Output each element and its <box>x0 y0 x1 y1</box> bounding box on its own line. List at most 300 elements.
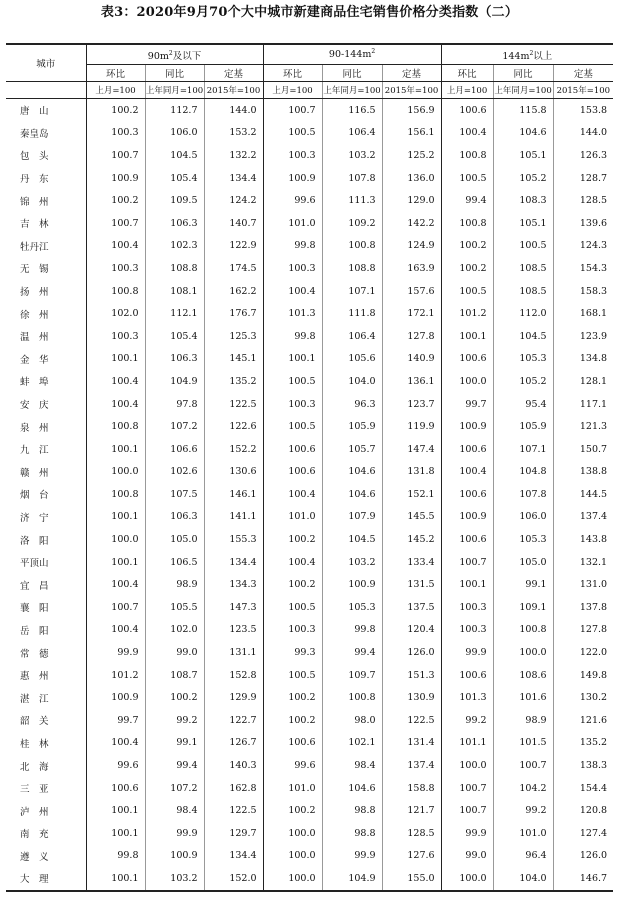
index-value: 99.8 <box>322 619 382 642</box>
index-value: 100.5 <box>263 664 322 687</box>
index-value: 106.4 <box>322 122 382 145</box>
index-value: 100.5 <box>263 370 322 393</box>
index-value: 105.0 <box>493 551 553 574</box>
index-value: 99.9 <box>86 641 145 664</box>
index-value: 99.1 <box>493 573 553 596</box>
index-value: 126.3 <box>553 144 613 167</box>
index-value: 100.0 <box>86 461 145 484</box>
index-value: 172.1 <box>382 302 441 325</box>
index-value: 99.0 <box>145 641 204 664</box>
index-value: 100.5 <box>493 235 553 258</box>
city-name: 常 德 <box>20 648 49 660</box>
index-value: 100.0 <box>263 845 322 868</box>
index-value: 137.4 <box>553 506 613 529</box>
index-value: 116.5 <box>322 99 382 122</box>
index-value: 145.2 <box>382 528 441 551</box>
table-row <box>6 189 613 212</box>
index-value: 144.5 <box>553 483 613 506</box>
index-value: 100.7 <box>86 144 145 167</box>
index-value: 100.4 <box>86 235 145 258</box>
index-value: 100.6 <box>263 732 322 755</box>
index-value: 100.6 <box>441 348 493 371</box>
index-value: 128.5 <box>553 189 613 212</box>
index-value: 135.2 <box>204 370 263 393</box>
sub-header-1-1: 同比 <box>322 65 382 82</box>
index-value: 111.8 <box>322 302 382 325</box>
index-value: 98.0 <box>322 709 382 732</box>
sub-header-1-2: 定基 <box>382 65 441 82</box>
index-value: 107.8 <box>493 483 553 506</box>
index-value: 106.3 <box>145 348 204 371</box>
index-value: 100.3 <box>263 393 322 416</box>
index-value: 108.8 <box>322 257 382 280</box>
index-value: 136.1 <box>382 370 441 393</box>
index-value: 100.8 <box>86 415 145 438</box>
index-value: 102.1 <box>322 732 382 755</box>
table-row <box>6 348 613 371</box>
index-value: 104.9 <box>145 370 204 393</box>
index-value: 111.3 <box>322 189 382 212</box>
index-value: 100.6 <box>441 438 493 461</box>
index-value: 101.6 <box>493 686 553 709</box>
index-value: 108.7 <box>145 664 204 687</box>
index-value: 99.9 <box>441 641 493 664</box>
index-value: 98.4 <box>322 754 382 777</box>
index-value: 100.0 <box>263 822 322 845</box>
index-value: 100.7 <box>86 596 145 619</box>
index-value: 99.4 <box>145 754 204 777</box>
price-index-table <box>6 43 613 892</box>
index-value: 108.5 <box>493 280 553 303</box>
index-value: 107.8 <box>322 167 382 190</box>
index-value: 131.4 <box>382 732 441 755</box>
index-value: 105.6 <box>322 348 382 371</box>
city-name: 湛 江 <box>20 693 49 705</box>
table-row <box>6 686 613 709</box>
index-value: 105.7 <box>322 438 382 461</box>
index-value: 145.5 <box>382 506 441 529</box>
sub-header-2-1: 同比 <box>493 65 553 82</box>
index-value: 154.3 <box>553 257 613 280</box>
index-value: 162.2 <box>204 280 263 303</box>
index-value: 101.5 <box>493 732 553 755</box>
index-value: 100.5 <box>441 167 493 190</box>
index-value: 109.1 <box>493 596 553 619</box>
table-row <box>6 732 613 755</box>
index-value: 98.9 <box>493 709 553 732</box>
index-value: 139.6 <box>553 212 613 235</box>
city-name: 平顶山 <box>20 558 49 570</box>
table-body <box>6 99 613 891</box>
index-value: 99.4 <box>441 189 493 212</box>
index-value: 100.2 <box>263 799 322 822</box>
index-value: 122.7 <box>204 709 263 732</box>
index-value: 100.6 <box>263 438 322 461</box>
index-value: 131.0 <box>553 573 613 596</box>
table-row <box>6 867 613 891</box>
index-value: 102.0 <box>86 302 145 325</box>
index-value: 132.1 <box>553 551 613 574</box>
index-value: 101.0 <box>263 777 322 800</box>
index-value: 145.1 <box>204 348 263 371</box>
index-value: 134.3 <box>204 573 263 596</box>
index-value: 129.9 <box>204 686 263 709</box>
index-value: 100.9 <box>441 506 493 529</box>
base-header-2-2: 2015年=100 <box>553 82 613 99</box>
table-row <box>6 483 613 506</box>
index-value: 100.8 <box>493 619 553 642</box>
index-value: 100.5 <box>263 415 322 438</box>
table-row <box>6 122 613 145</box>
index-value: 99.7 <box>441 393 493 416</box>
sub-header-1-0: 环比 <box>263 65 322 82</box>
index-value: 100.6 <box>441 483 493 506</box>
index-value: 100.0 <box>86 528 145 551</box>
index-value: 129.7 <box>204 822 263 845</box>
index-value: 100.9 <box>263 167 322 190</box>
index-value: 104.2 <box>493 777 553 800</box>
index-value: 100.5 <box>263 596 322 619</box>
index-value: 101.0 <box>263 212 322 235</box>
base-header-row <box>6 82 613 99</box>
city-name: 泸 州 <box>20 806 49 818</box>
index-value: 105.9 <box>322 415 382 438</box>
index-value: 100.0 <box>493 641 553 664</box>
index-value: 99.1 <box>145 732 204 755</box>
data-table <box>6 43 613 892</box>
index-value: 99.6 <box>263 189 322 212</box>
index-value: 99.2 <box>145 709 204 732</box>
index-value: 102.6 <box>145 461 204 484</box>
index-value: 136.0 <box>382 167 441 190</box>
index-value: 100.7 <box>441 799 493 822</box>
index-value: 100.8 <box>86 483 145 506</box>
index-value: 142.2 <box>382 212 441 235</box>
index-value: 115.8 <box>493 99 553 122</box>
index-value: 100.0 <box>441 370 493 393</box>
index-value: 147.4 <box>382 438 441 461</box>
index-value: 99.6 <box>263 754 322 777</box>
index-value: 141.1 <box>204 506 263 529</box>
index-value: 99.2 <box>493 799 553 822</box>
index-value: 100.6 <box>86 777 145 800</box>
index-value: 109.5 <box>145 189 204 212</box>
index-value: 102.3 <box>145 235 204 258</box>
city-name: 金 华 <box>20 354 49 366</box>
index-value: 108.8 <box>145 257 204 280</box>
table-row <box>6 144 613 167</box>
index-value: 100.7 <box>263 99 322 122</box>
sub-header-0-2: 定基 <box>204 65 263 82</box>
index-value: 100.5 <box>263 122 322 145</box>
index-value: 104.6 <box>322 777 382 800</box>
index-value: 105.0 <box>145 528 204 551</box>
table-row <box>6 393 613 416</box>
index-value: 101.1 <box>441 732 493 755</box>
index-value: 100.9 <box>145 845 204 868</box>
index-value: 98.8 <box>322 822 382 845</box>
index-value: 124.2 <box>204 189 263 212</box>
index-value: 158.3 <box>553 280 613 303</box>
table-row <box>6 99 613 122</box>
city-name: 温 州 <box>20 332 49 344</box>
index-value: 128.5 <box>382 822 441 845</box>
index-value: 104.0 <box>322 370 382 393</box>
city-name: 秦皇岛 <box>20 128 49 140</box>
sub-header-row <box>6 65 613 82</box>
index-value: 100.8 <box>441 212 493 235</box>
index-value: 105.2 <box>493 370 553 393</box>
index-value: 100.4 <box>263 280 322 303</box>
index-value: 100.4 <box>86 370 145 393</box>
index-value: 152.1 <box>382 483 441 506</box>
index-value: 104.0 <box>493 867 553 891</box>
index-value: 106.3 <box>145 212 204 235</box>
index-value: 112.7 <box>145 99 204 122</box>
table-row <box>6 438 613 461</box>
city-name: 惠 州 <box>20 671 49 683</box>
index-value: 99.2 <box>441 709 493 732</box>
index-value: 156.9 <box>382 99 441 122</box>
index-value: 100.8 <box>322 235 382 258</box>
index-value: 100.4 <box>86 573 145 596</box>
index-value: 122.9 <box>204 235 263 258</box>
city-name: 锦 州 <box>20 196 49 208</box>
index-value: 125.3 <box>204 325 263 348</box>
index-value: 138.3 <box>553 754 613 777</box>
index-value: 150.7 <box>553 438 613 461</box>
index-value: 100.4 <box>441 122 493 145</box>
index-value: 100.7 <box>441 551 493 574</box>
index-value: 163.9 <box>382 257 441 280</box>
index-value: 99.9 <box>145 822 204 845</box>
base-header-1-0: 上月=100 <box>263 82 322 99</box>
index-value: 117.1 <box>553 393 613 416</box>
table-row <box>6 280 613 303</box>
index-value: 120.8 <box>553 799 613 822</box>
city-name: 赣 州 <box>20 467 49 479</box>
table-row <box>6 596 613 619</box>
index-value: 100.1 <box>86 506 145 529</box>
index-value: 100.6 <box>441 664 493 687</box>
base-header-0-0: 上月=100 <box>86 82 145 99</box>
index-value: 108.1 <box>145 280 204 303</box>
table-row <box>6 461 613 484</box>
table-row <box>6 822 613 845</box>
base-header-1-2: 2015年=100 <box>382 82 441 99</box>
index-value: 105.1 <box>493 144 553 167</box>
index-value: 135.2 <box>553 732 613 755</box>
index-value: 100.1 <box>441 325 493 348</box>
table-row <box>6 506 613 529</box>
city-name: 牡丹江 <box>20 241 49 253</box>
city-base-spacer <box>6 82 86 99</box>
index-value: 104.6 <box>322 483 382 506</box>
table-row <box>6 551 613 574</box>
city-name: 扬 州 <box>20 287 49 299</box>
index-value: 131.8 <box>382 461 441 484</box>
group-header-small: $90m^2$及以下 <box>86 44 263 65</box>
index-value: 112.1 <box>145 302 204 325</box>
index-value: 112.0 <box>493 302 553 325</box>
index-value: 103.2 <box>322 144 382 167</box>
index-value: 100.3 <box>263 144 322 167</box>
city-name: 徐 州 <box>20 309 49 321</box>
index-value: 100.3 <box>441 619 493 642</box>
index-value: 100.4 <box>86 732 145 755</box>
index-value: 153.8 <box>553 99 613 122</box>
index-value: 137.8 <box>553 596 613 619</box>
sub-header-0-0: 环比 <box>86 65 145 82</box>
index-value: 106.5 <box>145 551 204 574</box>
city-name: 洛 阳 <box>20 535 49 547</box>
index-value: 100.8 <box>86 280 145 303</box>
index-value: 101.3 <box>441 686 493 709</box>
index-value: 107.5 <box>145 483 204 506</box>
index-value: 101.2 <box>441 302 493 325</box>
index-value: 133.4 <box>382 551 441 574</box>
index-value: 100.3 <box>86 122 145 145</box>
index-value: 100.2 <box>441 235 493 258</box>
index-value: 127.4 <box>553 822 613 845</box>
index-value: 128.7 <box>553 167 613 190</box>
index-value: 109.7 <box>322 664 382 687</box>
index-value: 105.3 <box>322 596 382 619</box>
index-value: 106.6 <box>145 438 204 461</box>
index-value: 100.6 <box>441 99 493 122</box>
index-value: 121.7 <box>382 799 441 822</box>
index-value: 138.8 <box>553 461 613 484</box>
table-row <box>6 212 613 235</box>
index-value: 98.8 <box>322 799 382 822</box>
index-value: 100.3 <box>86 257 145 280</box>
index-value: 122.6 <box>204 415 263 438</box>
index-value: 105.1 <box>493 212 553 235</box>
base-header-0-1: 上年同月=100 <box>145 82 204 99</box>
index-value: 100.1 <box>86 551 145 574</box>
index-value: 106.4 <box>322 325 382 348</box>
index-value: 96.4 <box>493 845 553 868</box>
table-row <box>6 664 613 687</box>
city-name: 安 庆 <box>20 400 49 412</box>
city-name: 泉 州 <box>20 422 49 434</box>
index-value: 100.2 <box>263 528 322 551</box>
index-value: 124.9 <box>382 235 441 258</box>
index-value: 120.4 <box>382 619 441 642</box>
index-value: 174.5 <box>204 257 263 280</box>
city-name: 唐 山 <box>20 106 49 118</box>
index-value: 108.3 <box>493 189 553 212</box>
index-value: 99.0 <box>441 845 493 868</box>
base-header-1-1: 上年同月=100 <box>322 82 382 99</box>
table-header <box>6 44 613 99</box>
index-value: 100.3 <box>263 619 322 642</box>
index-value: 105.2 <box>493 167 553 190</box>
index-value: 156.1 <box>382 122 441 145</box>
group-header-large: $144m^2$以上 <box>441 44 613 65</box>
index-value: 105.5 <box>145 596 204 619</box>
index-value: 98.9 <box>145 573 204 596</box>
index-value: 122.0 <box>553 641 613 664</box>
index-value: 126.7 <box>204 732 263 755</box>
index-value: 100.2 <box>86 189 145 212</box>
index-value: 100.2 <box>145 686 204 709</box>
index-value: 100.6 <box>263 461 322 484</box>
index-value: 100.3 <box>441 596 493 619</box>
table-row <box>6 302 613 325</box>
city-name: 蚌 埠 <box>20 377 49 389</box>
index-value: 100.0 <box>263 867 322 891</box>
city-name: 大 理 <box>20 874 49 886</box>
index-value: 107.2 <box>145 777 204 800</box>
sub-header-2-2: 定基 <box>553 65 613 82</box>
index-value: 106.0 <box>493 506 553 529</box>
index-value: 146.1 <box>204 483 263 506</box>
index-value: 143.8 <box>553 528 613 551</box>
index-value: 100.0 <box>441 867 493 891</box>
index-value: 144.0 <box>553 122 613 145</box>
index-value: 100.2 <box>441 257 493 280</box>
index-value: 99.7 <box>86 709 145 732</box>
index-value: 100.2 <box>86 99 145 122</box>
index-value: 147.3 <box>204 596 263 619</box>
index-value: 155.3 <box>204 528 263 551</box>
city-name: 三 亚 <box>20 784 49 796</box>
group-header-medium: $90-144m^2$ <box>263 44 441 65</box>
index-value: 123.7 <box>382 393 441 416</box>
index-value: 134.4 <box>204 551 263 574</box>
index-value: 123.9 <box>553 325 613 348</box>
index-value: 100.9 <box>441 415 493 438</box>
index-value: 104.5 <box>493 325 553 348</box>
index-value: 153.2 <box>204 122 263 145</box>
index-value: 100.4 <box>263 483 322 506</box>
base-header-2-1: 上年同月=100 <box>493 82 553 99</box>
index-value: 100.3 <box>263 257 322 280</box>
index-value: 140.3 <box>204 754 263 777</box>
index-value: 100.1 <box>86 799 145 822</box>
city-name: 丹 东 <box>20 174 49 186</box>
table-row <box>6 641 613 664</box>
table-row <box>6 573 613 596</box>
index-value: 152.2 <box>204 438 263 461</box>
index-value: 104.8 <box>493 461 553 484</box>
index-value: 100.1 <box>263 348 322 371</box>
index-value: 101.0 <box>263 506 322 529</box>
index-value: 106.0 <box>145 122 204 145</box>
index-value: 119.9 <box>382 415 441 438</box>
index-value: 95.4 <box>493 393 553 416</box>
index-value: 176.7 <box>204 302 263 325</box>
index-value: 126.0 <box>553 845 613 868</box>
index-value: 124.3 <box>553 235 613 258</box>
index-value: 134.4 <box>204 167 263 190</box>
sub-header-0-1: 同比 <box>145 65 204 82</box>
index-value: 100.4 <box>441 461 493 484</box>
index-value: 99.3 <box>263 641 322 664</box>
index-value: 127.8 <box>553 619 613 642</box>
index-value: 151.3 <box>382 664 441 687</box>
city-name: 无 锡 <box>20 264 49 276</box>
index-value: 99.4 <box>322 641 382 664</box>
index-value: 100.2 <box>263 686 322 709</box>
table-row <box>6 777 613 800</box>
index-value: 131.5 <box>382 573 441 596</box>
table-row <box>6 845 613 868</box>
index-value: 132.2 <box>204 144 263 167</box>
index-value: 100.8 <box>322 686 382 709</box>
index-value: 99.8 <box>263 235 322 258</box>
